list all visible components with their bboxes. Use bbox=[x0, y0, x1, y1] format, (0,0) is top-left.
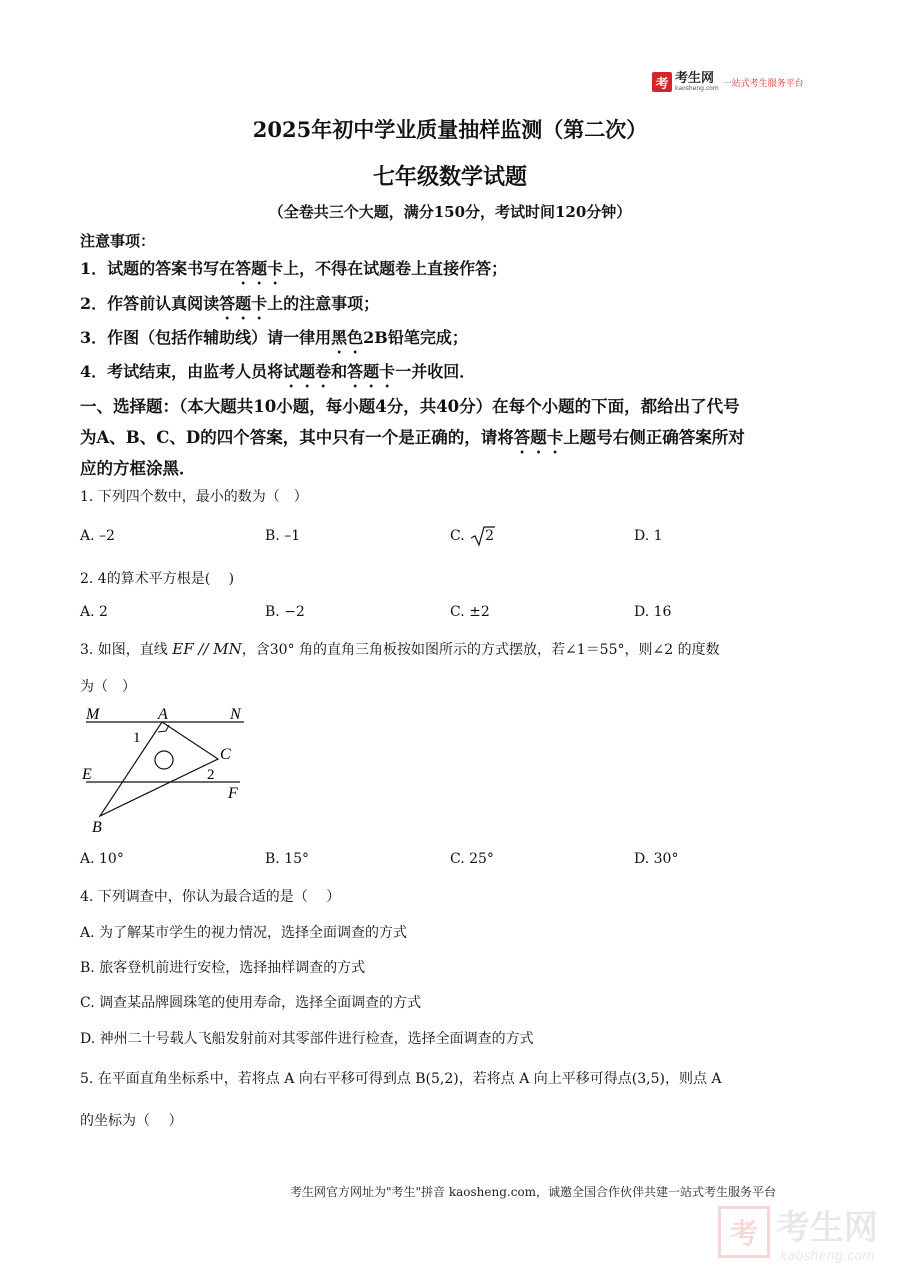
watermark bbox=[718, 1200, 878, 1264]
q2-stem: 2. 4的算术平方根是( ) bbox=[80, 571, 235, 587]
label-e: E bbox=[82, 766, 92, 783]
note-4 bbox=[80, 359, 475, 391]
section1-line3: 应的方框涂黑． bbox=[80, 459, 196, 478]
q3-option-c: C. 25° bbox=[450, 851, 494, 867]
section1-line2 bbox=[80, 424, 745, 457]
q3-stem-b: ，含30° 角的直角三角板按如图所示的方式摆放，若∠1＝55°，则∠2 的度数 bbox=[241, 642, 720, 658]
note-1-b: 上，不得在试题卷上直接作答； bbox=[283, 259, 508, 278]
q2-option-b: B. −2 bbox=[265, 604, 305, 620]
q2-option-d: D. 16 bbox=[634, 604, 672, 620]
note-2 bbox=[80, 291, 379, 323]
exam-title: 2025年初中学业质量抽样监测（第二次） bbox=[252, 117, 648, 142]
watermark-url: kaosheng.com bbox=[780, 1249, 875, 1264]
q3-option-b: B. 15° bbox=[265, 851, 310, 867]
q1-stem: 1. 下列四个数中，最小的数为（ ） bbox=[80, 489, 308, 505]
label-a: A bbox=[158, 706, 168, 723]
triangle bbox=[100, 722, 218, 816]
q2-option-c: C. ±2 bbox=[450, 604, 490, 620]
q4-option-c: C. 调查某品牌圆珠笔的使用寿命，选择全面调查的方式 bbox=[80, 995, 422, 1011]
q3-figure bbox=[78, 704, 258, 839]
section1-line2a: 为A、B、C、D的四个答案，其中只有一个是正确的，请将 bbox=[80, 428, 514, 447]
note-4-b: 一并收回． bbox=[395, 362, 476, 381]
note-2-dot: 答题卡 bbox=[219, 294, 268, 313]
q1-option-d: D. 1 bbox=[634, 528, 663, 544]
exam-subject: 七年级数学试题 bbox=[372, 164, 527, 190]
section1-line2b: 上题号右侧正确答案所对 bbox=[563, 428, 745, 447]
watermark-icon: 考 bbox=[718, 1206, 770, 1258]
exam-info: （全卷共三个大题，满分150分，考试时间120分钟） bbox=[268, 203, 632, 221]
q3-option-d: D. 30° bbox=[634, 851, 679, 867]
q1-option-c-prefix: C. bbox=[450, 528, 465, 544]
q1-option-c bbox=[450, 524, 494, 548]
label-f: F bbox=[228, 785, 238, 802]
q3-option-a: A. 10° bbox=[80, 851, 124, 867]
watermark-name: 考生网 bbox=[776, 1208, 878, 1248]
logo-name: 考生网 bbox=[675, 71, 715, 86]
note-3-dot: 黑色 bbox=[331, 328, 364, 347]
q3-stem-ef: EF // MN bbox=[172, 640, 242, 658]
header-logo bbox=[652, 72, 804, 92]
logo-slogan: 一站式考生服务平台 bbox=[722, 78, 804, 89]
label-angle-1: 1 bbox=[133, 730, 141, 746]
notes-heading: 注意事项： bbox=[80, 232, 156, 250]
q1-option-b: B. –1 bbox=[265, 528, 301, 544]
q4-option-a: A. 为了解某市学生的视力情况，选择全面调查的方式 bbox=[80, 925, 408, 941]
q5-stem-b: 的坐标为（ ） bbox=[80, 1113, 183, 1129]
q4-option-b: B. 旅客登机前进行安检，选择抽样调查的方式 bbox=[80, 960, 366, 976]
note-3 bbox=[80, 325, 468, 357]
note-4-dot2: 答题卡 bbox=[347, 362, 396, 381]
note-4-dot1: 试题卷 bbox=[283, 362, 332, 381]
q1-option-a: A. –2 bbox=[80, 528, 115, 544]
label-n: N bbox=[230, 706, 241, 723]
triangle-hole bbox=[155, 751, 173, 769]
section1-line2dot: 答题卡 bbox=[513, 428, 564, 447]
footer-text: 考生网官方网址为"考生"拼音 kaosheng.com，诚邀全国合作伙伴共建一站式考生服务平台 bbox=[290, 1185, 777, 1199]
note-1-a: 1．试题的答案书写在 bbox=[80, 259, 236, 278]
note-2-b: 上的注意事项； bbox=[267, 294, 380, 313]
label-c: C bbox=[220, 746, 231, 763]
q4-option-d: D. 神州二十号载人飞船发射前对其零部件进行检查，选择全面调查的方式 bbox=[80, 1031, 534, 1047]
note-4-mid: 和 bbox=[331, 362, 348, 381]
q5-stem-a: 5. 在平面直角坐标系中，若将点 A 向右平移可得到点 B(5,2)，若将点 A 向上平移可得点(3,5)，则点 A bbox=[80, 1071, 722, 1087]
note-2-a: 2．作答前认真阅读 bbox=[80, 294, 220, 313]
note-4-a: 4．考试结束，由监考人员将 bbox=[80, 362, 284, 381]
q3-stem-c: 为（ ） bbox=[80, 679, 136, 695]
note-3-a: 3．作图（包括作辅助线）请一律用 bbox=[80, 328, 332, 347]
q2-option-a: A. 2 bbox=[80, 604, 108, 620]
section1-line1: 一、选择题：（本大题共10小题，每小题4分，共40分）在每个小题的下面，都给出了代号 bbox=[80, 397, 740, 416]
q3-stem bbox=[80, 639, 720, 659]
q4-stem: 4. 下列调查中，你认为最合适的是（ ） bbox=[80, 889, 341, 905]
label-b: B bbox=[92, 819, 102, 836]
note-1-dot: 答题卡 bbox=[235, 259, 284, 278]
label-m: M bbox=[86, 706, 100, 723]
logo-icon: 考 bbox=[652, 72, 672, 92]
note-3-b: 2B铅笔完成； bbox=[363, 328, 468, 347]
q3-stem-a: 3. 如图，直线 bbox=[80, 642, 168, 658]
label-angle-2: 2 bbox=[207, 767, 215, 783]
logo-site: kaosheng.com bbox=[675, 85, 719, 92]
q1-option-c-value: 2 bbox=[485, 528, 495, 544]
note-1 bbox=[80, 256, 507, 288]
